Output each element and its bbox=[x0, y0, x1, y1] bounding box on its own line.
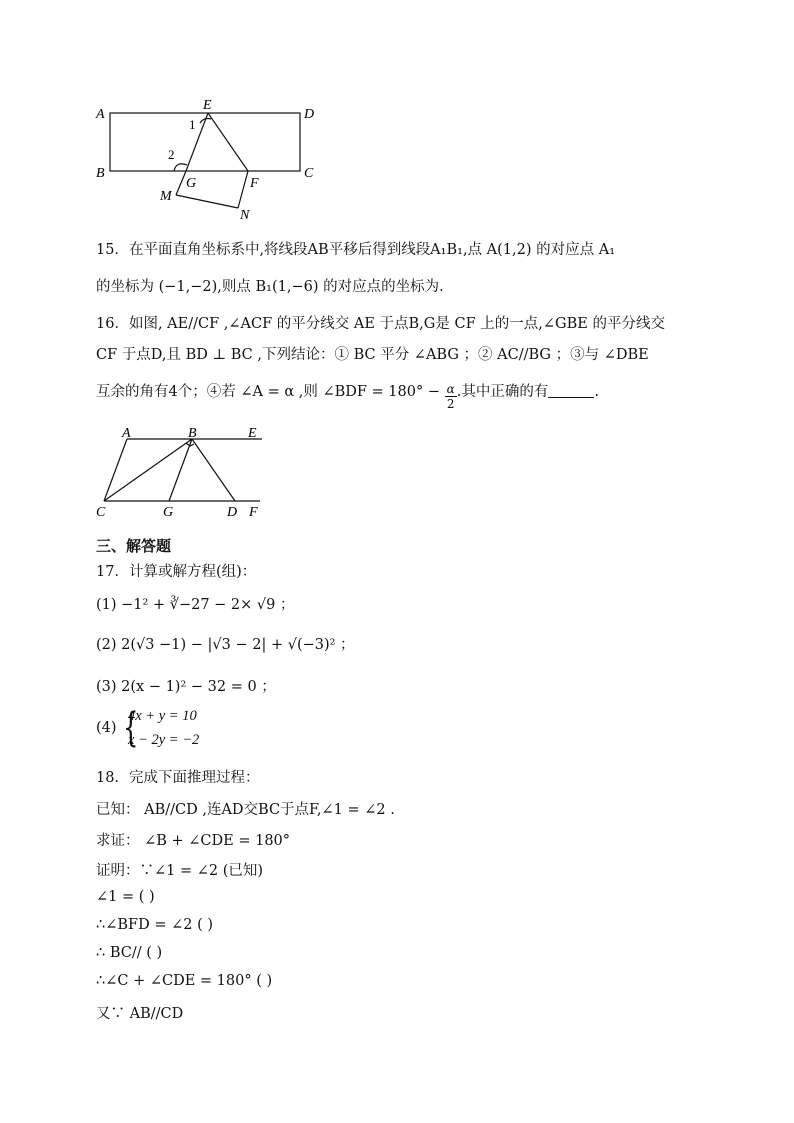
q18-given: 已知： AB//CD ,连AD交BC于点F,∠1 = ∠2 . bbox=[96, 802, 395, 818]
label-B: B bbox=[188, 426, 197, 441]
q18-step-5: 又∵ AB//CD bbox=[96, 1006, 184, 1022]
q17-title: 17．计算或解方程(组)： bbox=[96, 564, 257, 580]
angle-mark-2 bbox=[174, 164, 187, 171]
geometry-figure-parallel-lines bbox=[92, 424, 282, 519]
q18-title: 18．完成下面推理过程： bbox=[96, 770, 260, 786]
equation-2: x − 2y = −2 bbox=[128, 732, 200, 748]
label-E: E bbox=[203, 98, 212, 113]
segment-GM bbox=[176, 171, 186, 195]
label-F: F bbox=[249, 505, 258, 519]
label-A: A bbox=[122, 426, 131, 441]
equation-1: 4x + y = 10 bbox=[128, 708, 197, 724]
label-C: C bbox=[304, 166, 314, 181]
label-M: M bbox=[160, 189, 172, 204]
label-A: A bbox=[96, 107, 105, 122]
q17-part-1: (1) −1² + ∛−27 − 2× √9 ； bbox=[96, 597, 295, 613]
segment-BG bbox=[169, 439, 192, 501]
q16-line-2: CF 于点D,且 BD ⊥ BC ,下列结论：① BC 平分 ∠ABG ；② AC//BG ；③与 ∠DBE bbox=[96, 347, 649, 363]
q17-part-4: (4) { 4x + y = 10 x − 2y = −2 bbox=[96, 705, 200, 751]
label-G: G bbox=[186, 176, 197, 191]
q18-step-4[interactable]: ∴∠C + ∠CDE = 180° ( ) bbox=[96, 973, 273, 989]
label-D: D bbox=[304, 107, 315, 122]
fraction-alpha-over-2: $\frac{\alpha}{2}$ bbox=[446, 382, 455, 411]
label-B: B bbox=[96, 166, 105, 181]
q16-line-1: 16．如图, AE//CF ,∠ACF 的平分线交 AE 于点B,G是 CF 上的一点,∠GBE 的平分线交 bbox=[96, 316, 665, 332]
segment-EF bbox=[208, 113, 248, 171]
label-G: G bbox=[163, 505, 174, 519]
segment-AC bbox=[104, 439, 127, 501]
label-D: D bbox=[227, 505, 238, 519]
q15-line-1: 15．在平面直角坐标系中,将线段AB平移后得到线段A₁B₁,点 A(1,2) 的对应点 A₁ bbox=[96, 242, 616, 258]
q17-part-3: (3) 2(x − 1)² − 32 = 0 ； bbox=[96, 679, 276, 695]
label-N: N bbox=[240, 208, 250, 223]
segment-FN bbox=[238, 171, 248, 208]
label-angle-1: 1 bbox=[189, 117, 196, 132]
label-E: E bbox=[248, 426, 257, 441]
segment-BD bbox=[192, 439, 235, 501]
q15-line-2: 的坐标为 (−1,−2),则点 B₁(1,−6) 的对应点的坐标为. bbox=[96, 279, 444, 295]
q18-step-2[interactable]: ∴∠BFD = ∠2 ( ) bbox=[96, 917, 213, 933]
q16-line-3: 互余的角有4个；④若 ∠A = α ,则 ∠BDF = 180° − $\frac{\alpha}{2}$ .其中正确的有 . bbox=[96, 382, 599, 411]
q18-prove: 求证： ∠B + ∠CDE = 180° bbox=[96, 833, 291, 849]
answer-blank-16[interactable] bbox=[548, 383, 594, 398]
q18-step-3[interactable]: ∴ BC// ( ) bbox=[96, 945, 163, 961]
q18-step-1[interactable]: ∠1 = ( ) bbox=[96, 889, 155, 905]
label-C: C bbox=[96, 505, 106, 519]
section-heading-3: 三、解答题 bbox=[96, 537, 172, 555]
label-angle-2: 2 bbox=[168, 147, 175, 162]
geometry-figure-rectangle bbox=[90, 95, 330, 225]
q18-proof-start: 证明：∵∠1 = ∠2 (已知) bbox=[96, 863, 264, 879]
label-F: F bbox=[250, 176, 259, 191]
segment-BC bbox=[104, 439, 192, 501]
segment-MN bbox=[176, 195, 238, 208]
q17-part-2: (2) 2(√3 −1) − |√3 − 2| + √(−3)² ； bbox=[96, 637, 355, 653]
system-brace: { bbox=[123, 705, 139, 751]
